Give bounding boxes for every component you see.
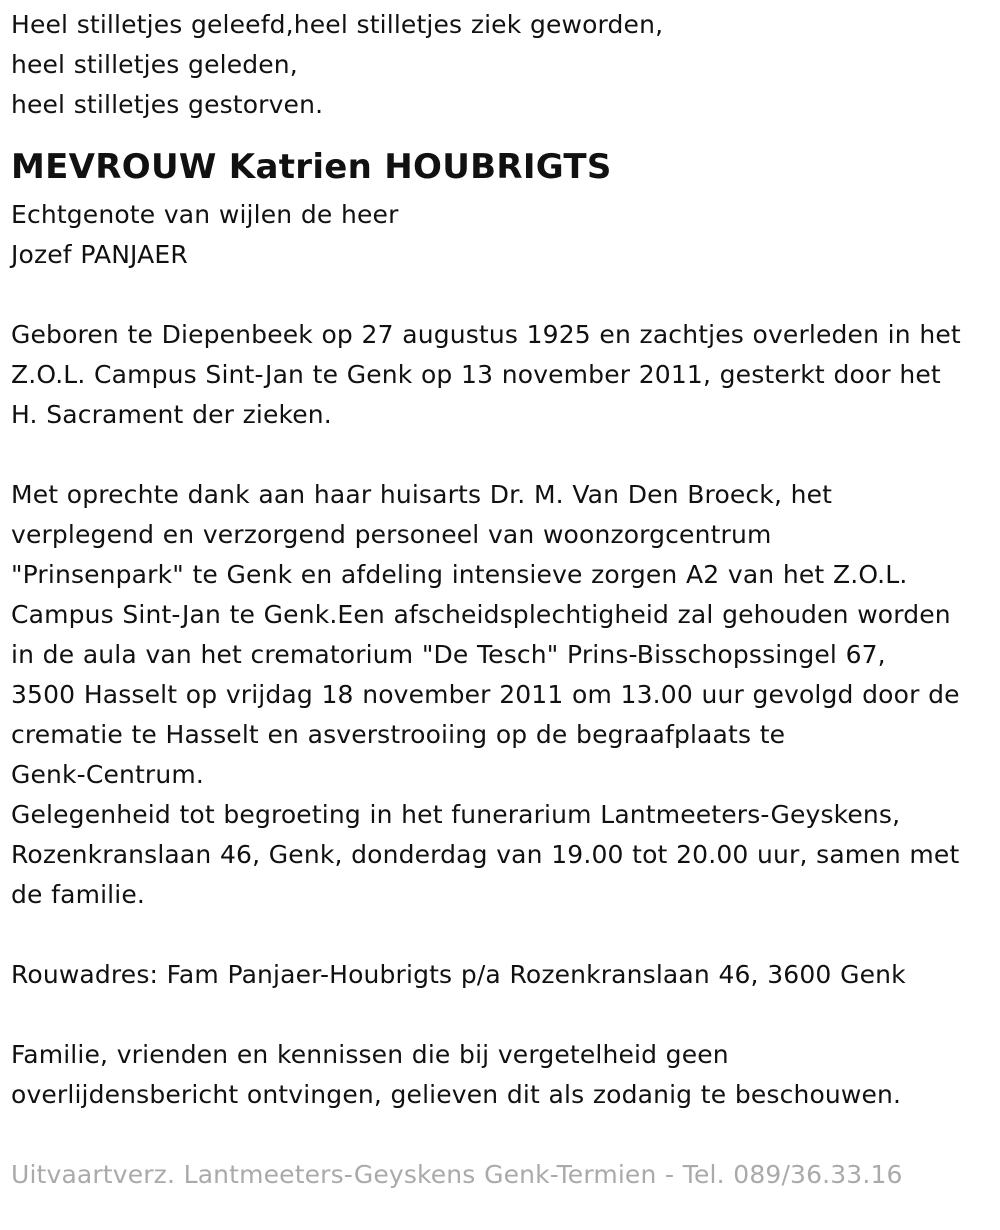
paragraph-line: "Prinsenpark" te Genk en afdeling intensieve zorgen A2 van het Z.O.L. [11,560,908,589]
paragraph-line: Rozenkranslaan 46, Genk, donderdag van 19.00 tot 20.00 uur, samen met [11,840,960,869]
paragraph-line: Genk-Centrum. [11,760,204,789]
spacer [11,995,996,1035]
paragraph-line: Familie, vrienden en kennissen die bij vergetelheid geen [11,1040,729,1069]
notice-paragraph [11,1035,996,1115]
spacer [11,915,996,955]
obituary-notice [11,5,996,1195]
poem-line: Heel stilletjes geleefd,heel stilletjes ziek geworden, [11,10,664,39]
paragraph-line: Geboren te Diepenbeek op 27 augustus 1925 en zachtjes overleden in het [11,320,961,349]
paragraph-line: verplegend en verzorgend personeel van woonzorgcentrum [11,520,772,549]
thanks-ceremony-paragraph [11,475,996,915]
funeral-director-footer: Uitvaartverz. Lantmeeters-Geyskens Genk-Termien - Tel. 089/36.33.16 [11,1160,903,1189]
birth-death-paragraph [11,315,996,435]
poem [11,5,996,125]
spacer [11,1115,996,1155]
spouse-info [11,195,996,275]
poem-line: heel stilletjes gestorven. [11,90,324,119]
paragraph-line: H. Sacrament der zieken. [11,400,332,429]
paragraph-line: 3500 Hasselt op vrijdag 18 november 2011 om 13.00 uur gevolgd door de [11,680,960,709]
poem-line: heel stilletjes geleden, [11,50,298,79]
paragraph-line: overlijdensbericht ontvingen, gelieven dit als zodanig te beschouwen. [11,1080,902,1109]
paragraph-line: crematie te Hasselt en asverstrooiing op de begraafplaats te [11,720,786,749]
paragraph-line: Campus Sint-Jan te Genk.Een afscheidsplechtigheid zal gehouden worden [11,600,951,629]
spouse-line: Jozef PANJAER [11,240,188,269]
spacer [11,435,996,475]
paragraph-line: in de aula van het crematorium "De Tesch" Prins-Bisschopssingel 67, [11,640,886,669]
spouse-line: Echtgenote van wijlen de heer [11,200,399,229]
deceased-name: MEVROUW Katrien HOUBRIGTS [11,147,612,187]
mourning-address: Rouwadres: Fam Panjaer-Houbrigts p/a Rozenkranslaan 46, 3600 Genk [11,960,906,989]
spacer [11,275,996,315]
paragraph-line: Z.O.L. Campus Sint-Jan te Genk op 13 november 2011, gesterkt door het [11,360,941,389]
paragraph-line: Gelegenheid tot begroeting in het funerarium Lantmeeters-Geyskens, [11,800,901,829]
paragraph-line: Met oprechte dank aan haar huisarts Dr. M. Van Den Broeck, het [11,480,833,509]
paragraph-line: de familie. [11,880,145,909]
